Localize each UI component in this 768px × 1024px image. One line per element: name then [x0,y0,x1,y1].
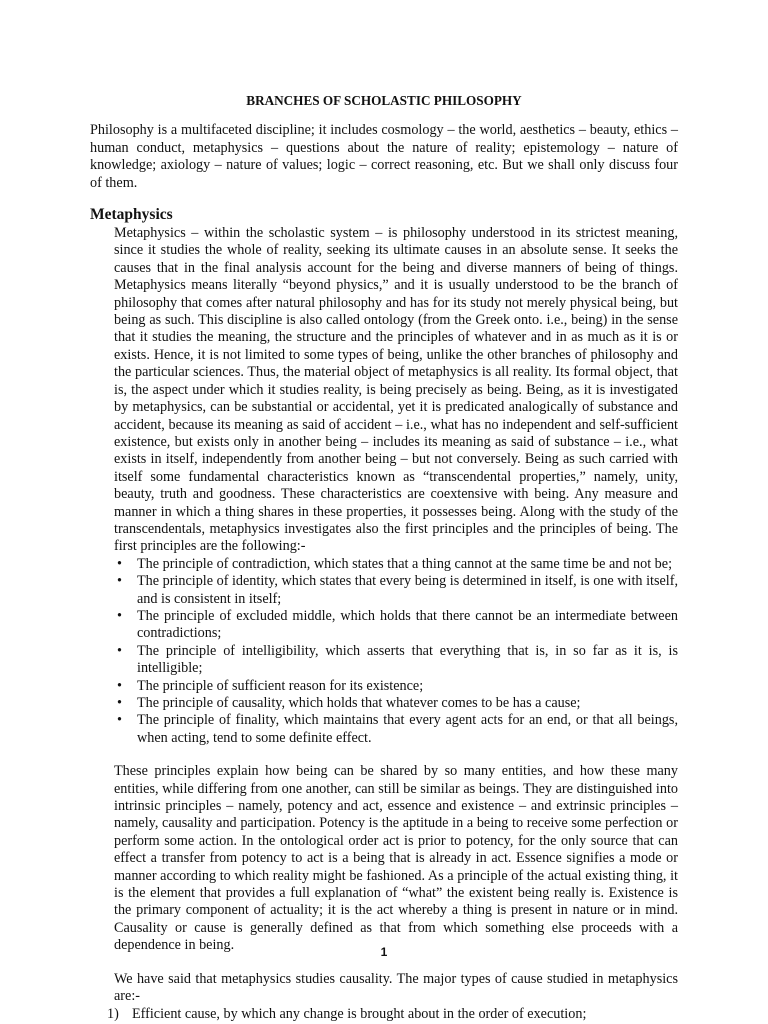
page-number: 1 [380,945,388,959]
list-item: • The principle of sufficient reason for its existence; [137,678,678,695]
document-title: BRANCHES OF SCHOLASTIC PHILOSOPHY [246,93,522,108]
spacer [90,747,678,763]
causes-list [90,1006,678,1023]
metaphysics-paragraph: Metaphysics – within the scholastic system – is philosophy understood in its strictest meaning, since it studies the whole of reality, seeking its ultimate causes in an absolute sense. It seeks the causes that in the final analysis account for the being and diverse manners of being of things. Metaphysics means literally “beyond physics,” and it is usually understood to be the branch of philosophy that comes after natural philosophy and has for its study not merely physical being, but being as such. This discipline is also called ontology (from the Greek onto. i.e., being) in the sense that it studies the meaning, the structure and the principles of whatever and in as much as it is or exists. Hence, it is not limited to some types of being, unlike the other branches of philosophy and the particular sciences. Thus, the material object of metaphysics is all reality. Its formal object, that is, the aspect under which it studies reality, is being precisely as being. Being, as it is investigated by metaphysics, can be substantial or accidental, yet it is predicated analogically of substance and accident, because its meaning as said of accident – i.e., what has no independent and self-sufficient existence, but exists only in another being – includes its meaning as said of substance – i.e., what exists in itself, independently from another being – but not conversely. Being as such carried with itself some fundamental characteristics known as “transcendental properties,” namely, unity, beauty, truth and goodness. These characteristics are coextensive with being. Any measure and manner in which a thing shares in these properties, it possesses being. Along with the study of the transcendentals, metaphysics investigates also the first principles and the principles of being. The first principles are the following:- [114,225,678,555]
list-item: • The principle of identity, which states that every being is determined in itself, is one with itself, and is consistent in itself; [137,573,678,608]
list-item [107,1005,678,1023]
section-heading-metaphysics: Metaphysics [90,206,173,224]
list-item: • The principle of causality, which holds that whatever comes to be has a cause; [137,695,678,712]
list-item: • The principle of excluded middle, which holds that there cannot be an intermediate between contradictions; [137,608,678,643]
causes-intro: We have said that metaphysics studies causality. The major types of cause studied in metaphysics are:- [114,970,678,1005]
list-item: • The principle of intelligibility, which asserts that everything that is, in so far as it is, is intelligible; [137,643,678,678]
list-item: • The principle of contradiction, which states that a thing cannot at the same time be and not be; [137,556,678,573]
list-item: • The principle of finality, which maintains that every agent acts for an end, or that all beings, when acting, tend to some definite effect. [137,712,678,747]
intro-paragraph: Philosophy is a multifaceted discipline; it includes cosmology – the world, aesthetics – beauty, ethics – human conduct, metaphysics – questions about the nature of reality; epistemology – nature of knowledge; axiology – nature of values; logic – correct reasoning, etc. But we shall only discuss four of them. [90,122,678,191]
list-item-number: 1) [107,1005,119,1022]
list-item-text: Efficient cause, by which any change is brought about in the order of execution; [132,1005,587,1022]
document-body [90,92,678,1023]
first-principles-list [90,556,678,747]
principles-paragraph: These principles explain how being can be shared by so many entities, and how these many entities, while differing from one another, can still be similar as beings. They are distinguished into intrinsic principles – namely, potency and act, essence and existence – and extrinsic principles – namely, causality and participation. Potency is the aptitude in a being to receive some perfection or perform some action. In the ontological order act is prior to potency, for the only source that can effect a transfer from potency to act is a being that is already in act. Essence signifies a mode or manner according to which reality might be fashioned. As a principle of the actual existing thing, it is the element that provides a full explanation of “what” the existent being really is. Existence is the primary component of actuality; it is the act whereby a thing is present in nature or in mind. Causality or cause is generally defined as that from which something else proceeds with a dependence in being. [114,763,678,954]
